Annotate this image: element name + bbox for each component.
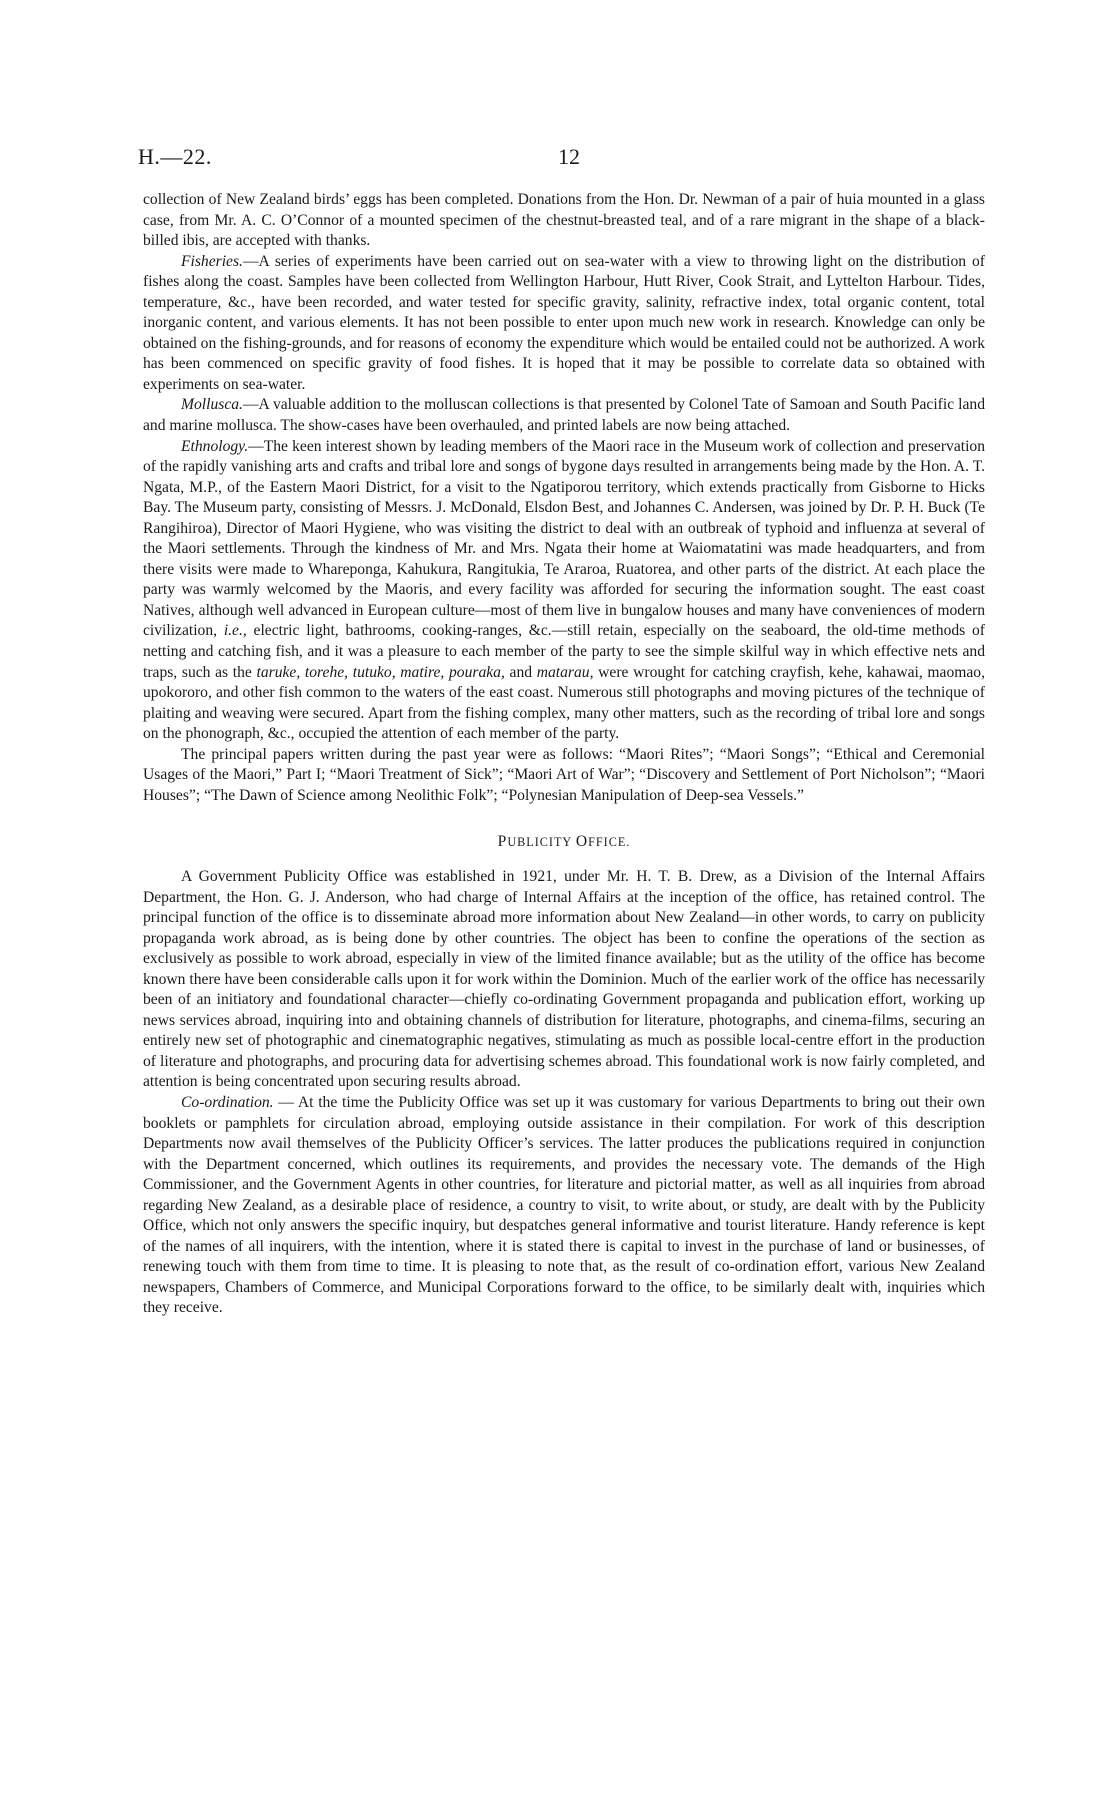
paragraph-mollusca: Mollusca.—A valuable addition to the molluscan collections is that presented by Colonel Tate of Samoan and South Pacific land and marine mollusca. The show-cases have been overhauled, and printed labels are now being attached. bbox=[143, 396, 985, 435]
section-title-ethnology: Ethnology. bbox=[181, 437, 249, 455]
heading-publicity-office: PUBLICITY OFFICE. bbox=[497, 833, 631, 851]
page-number: 12 bbox=[558, 144, 580, 169]
section-title-fisheries: Fisheries. bbox=[181, 252, 243, 270]
document-reference: H.—22. bbox=[138, 144, 212, 169]
paragraph-ethnology: Ethnology.—The keen interest shown by leading members of the Maori race in the Museum work of collection and preservation of the rapidly vanishing arts and crafts and tribal lore and songs of bygone days resulted in arrangements being made by the Hon. A. T. Ngata, M.P., of the Eastern Maori District, for a visit to the Ngatiporou territory, which extends practically from Gisborne to Hicks Bay. The Museum party, consisting of Messrs. J. McDonald, Elsdon Best, and Johannes C. Andersen, was joined by Dr. P. H. Buck (Te Rangihiroa), Director of Maori Hygiene, who was visiting the district to deal with an outbreak of typhoid and influenza at several of the Maori settlements. Through the kindness of Mr. and Mrs. Ngata their home at Waiomatatini was made headquarters, and from there visits were made to Whareponga, Kahukura, Rangitukia, Te Araroa, Ruatorea, and other parts of the district. At each place the party was warmly welcomed by the Maoris, and every facility was afforded for securing the information sought. The east coast Natives, although well advanced in European culture—most of them live in bungalow houses and many have conveniences of modern civilization, i.e., electric light, bathrooms, cooking-ranges, &c.—still retain, especially on the seaboard, the old-time methods of netting and catching fish, and it was a pleasure to each member of the party to see the simple skilful way in which effective nets and traps, such as the taruke, torehe, tutuko, matire, pouraka, and matarau, were wrought for catching crayfish, kehe, kahawai, maomao, upokororo, and other fish common to the waters of the east coast. Numerous still photographs and moving pictures of the technique of plaiting and weaving were secured. Apart from the fishing complex, many other matters, such as the recording of tribal lore and songs on the phonograph, &c., occupied the attention of each member of the party. bbox=[143, 437, 986, 743]
paragraph-publicity-office-intro: A Government Publicity Office was established in 1921, under Mr. H. T. B. Drew, as a Division of the Internal Affairs Department, the Hon. G. J. Anderson, who had charge of Internal Affairs at the inception of the office, has retained control. The principal function of the office is to disseminate abroad more information about New Zealand—in other words, to carry on publicity propaganda work abroad, as is being done by other countries. The object has been to confine the operations of the section as exclusively as possible to work abroad, especially in view of the limited finance available; but as the utility of the office has become known there have been considerable calls upon it for work within the Dominion. Much of the earlier work of the office has necessarily been of an initiatory and foundational character—chiefly co-ordinating Government propaganda and publication effort, working up news services abroad, inquiring into and obtaining channels of distribution for literature, photographs, and cinema-films, securing an entirely new set of photographic and cinematographic negatives, stimulating as much as possible local-centre effort in the production of literature and photographs, and procuring data for advertising schemes abroad. This foundational work is now fairly completed, and attention is being concentrated upon securing results abroad. bbox=[143, 867, 985, 1091]
section-title-co-ordination: Co-ordination. bbox=[181, 1093, 274, 1111]
body-text bbox=[143, 190, 985, 1319]
paragraph-principal-papers: The principal papers written during the past year were as follows: “Maori Rites”; “Maori Songs”; “Ethical and Ceremonial Usages of the Maori,” Part I; “Maori Treatment of Sick”; “Maori Art of War”; “Discovery and Settlement of Port Nicholson”; “Maori Houses”; “The Dawn of Science among Neolithic Folk”; “Polynesian Manipulation of Deep-sea Vessels.” bbox=[143, 745, 985, 804]
paragraph-co-ordination: Co-ordination. — At the time the Publicity Office was set up it was customary for various Departments to bring out their own booklets or pamphlets for circulation abroad, employing outside assistance in their compilation. For work of this description Departments now avail themselves of the Publicity Officer’s services. The latter produces the publications required in conjunction with the Department concerned, which outlines its requirements, and provides the necessary vote. The demands of the High Commissioner, and the Government Agents in other countries, for literature and pictorial matter, as well as all inquiries from abroad regarding New Zealand, as a desirable place of residence, a country to visit, to write about, or study, are dealt with by the Publicity Office, which not only answers the specific inquiry, but despatches general informative and tourist literature. Handy reference is kept of the names of all inquirers, with the intention, where it is stated there is capital to invest in the purchase of land or businesses, of renewing touch with them from time to time. It is pleasing to note that, as the result of co-ordination effort, various New Zealand newspapers, Chambers of Commerce, and Municipal Corporations forward to the office, to be similarly dealt with, inquiries which they receive. bbox=[143, 1093, 985, 1317]
paragraph-birds-eggs: collection of New Zealand birds’ eggs has been completed. Donations from the Hon. Dr. Newman of a pair of huia mounted in a glass case, from Mr. A. C. O’Connor of a mounted specimen of the chestnut-breasted teal, and of a rare migrant in the shape of a black-billed ibis, are accepted with thanks. bbox=[143, 191, 985, 250]
section-title-mollusca: Mollusca. bbox=[181, 396, 243, 414]
paragraph-fisheries: Fisheries.—A series of experiments have been carried out on sea-water with a view to throwing light on the distribution of fishes along the coast. Samples have been collected from Wellington Harbour, Hutt River, Cook Strait, and Lyttelton Harbour. Tides, temperature, &c., have been recorded, and water tested for specific gravity, salinity, refractive index, total organic content, total inorganic content, and various elements. It has not been possible to enter upon much new work in research. Knowledge can only be obtained on the fishing-grounds, and for reasons of economy the expenditure which would be entailed could not be authorized. A work has been commenced on specific gravity of food fishes. It is hoped that it may be possible to correlate data so obtained with experiments on sea-water. bbox=[143, 252, 985, 393]
